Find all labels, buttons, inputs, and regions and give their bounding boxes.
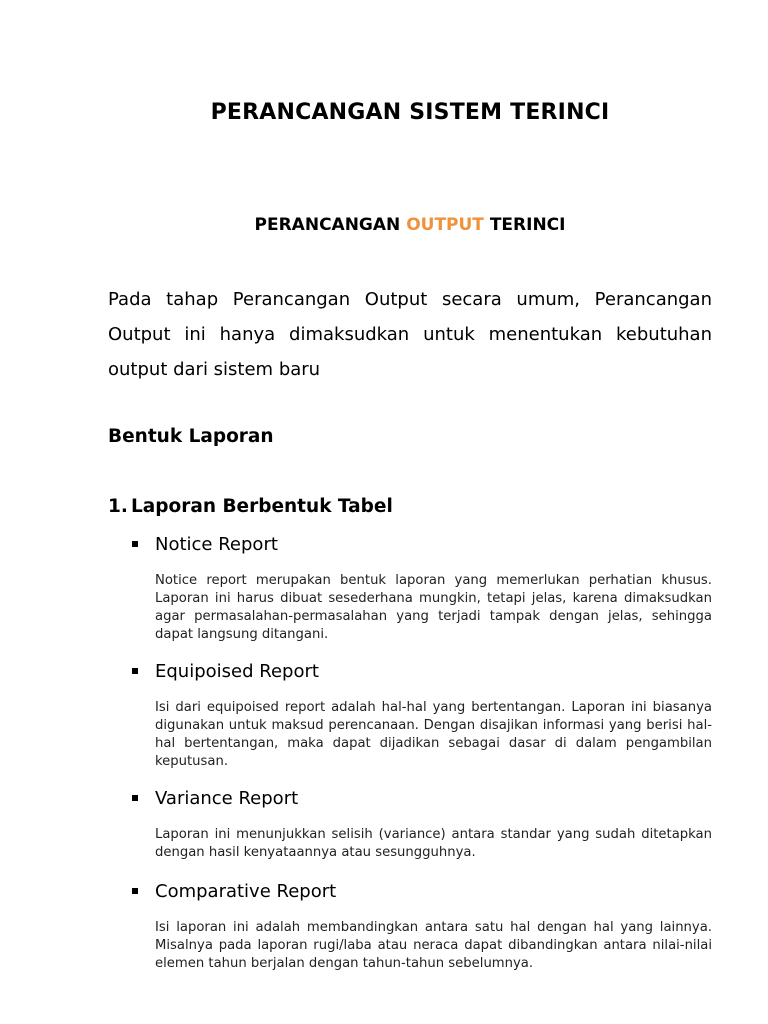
report-title	[130, 786, 712, 810]
report-item-notice	[130, 532, 712, 644]
report-title-text: Comparative Report	[155, 880, 337, 902]
report-description: Isi dari equipoised report adalah hal-hal yang bertentangan. Laporan ini biasanya digunakan untuk maksud perencanaan. Dengan disajikan informasi yang berisi hal-hal bertentangan, maka dapat dijadikan sebagai dasar di dalam pengambilan keputusan.	[155, 700, 712, 769]
heading-number: 1.	[108, 496, 128, 517]
report-title	[130, 659, 712, 683]
section-heading: Bentuk Laporan	[108, 426, 274, 447]
report-title-text: Notice Report	[155, 533, 278, 555]
document-subtitle	[0, 215, 768, 235]
document-title: PERANCANGAN SISTEM TERINCI	[210, 100, 610, 125]
report-description: Isi laporan ini adalah membandingkan antara satu hal dengan hal yang lainnya. Misalnya pada laporan rugi/laba atau neraca dapat dibandingkan antara nilai-nilai elemen tahun berjalan dengan tahun-tahun sebelumnya.	[155, 920, 712, 971]
report-title-text: Variance Report	[155, 787, 299, 809]
heading-text: Laporan Berbentuk Tabel	[131, 496, 393, 517]
subtitle-suffix: TERINCI	[483, 215, 566, 235]
square-bullet-icon	[132, 888, 138, 894]
square-bullet-icon	[132, 668, 138, 674]
report-description: Laporan ini menunjukkan selisih (variance) antara standar yang sudah ditetapkan dengan hasil kenyataannya atau sesungguhnya.	[155, 827, 712, 860]
intro-paragraph: Pada tahap Perancangan Output secara umum, Perancangan Output ini hanya dimaksudkan untuk menentukan kebutuhan output dari sistem baru	[108, 289, 712, 380]
square-bullet-icon	[132, 541, 138, 547]
report-title	[130, 532, 712, 556]
report-item-comparative	[130, 879, 712, 973]
report-description: Notice report merupakan bentuk laporan yang memerlukan perhatian khusus. Laporan ini harus dibuat sesederhana mungkin, tetapi jelas, karena dimaksudkan agar permasalahan-permasalahan yang terjadi tampak dengan jelas, sehingga dapat langsung ditangani.	[155, 573, 712, 642]
subtitle-accent-word: OUTPUT	[406, 215, 484, 235]
numbered-heading	[108, 496, 393, 517]
report-item-variance	[130, 786, 712, 862]
subtitle-prefix: PERANCANGAN	[254, 215, 407, 235]
report-title-text: Equipoised Report	[155, 660, 319, 682]
square-bullet-icon	[132, 795, 138, 801]
report-title	[130, 879, 712, 903]
report-item-equipoised	[130, 659, 712, 771]
